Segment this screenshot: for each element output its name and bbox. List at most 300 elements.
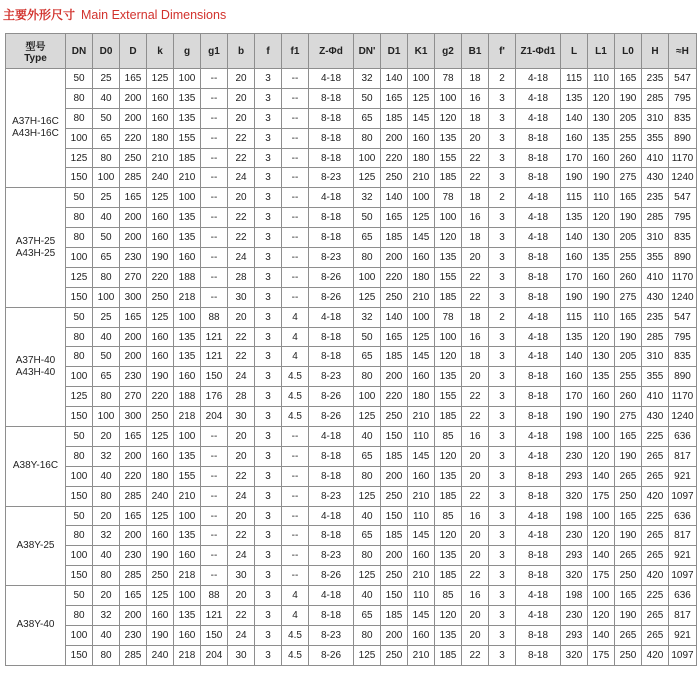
table-cell: 145 bbox=[408, 228, 435, 248]
table-cell: 190 bbox=[588, 168, 615, 188]
column-header: ≈H bbox=[669, 34, 697, 69]
table-cell: 20 bbox=[93, 427, 120, 447]
table-cell: 185 bbox=[435, 486, 462, 506]
table-cell: 218 bbox=[174, 407, 201, 427]
title-cn: 主要外形尺寸 bbox=[3, 8, 76, 22]
table-cell: 190 bbox=[588, 287, 615, 307]
table-cell: 205 bbox=[615, 108, 642, 128]
table-cell: 204 bbox=[201, 645, 228, 665]
table-cell: 3 bbox=[489, 128, 516, 148]
table-cell: -- bbox=[201, 486, 228, 506]
table-cell: 80 bbox=[66, 446, 93, 466]
table-cell: 50 bbox=[66, 188, 93, 208]
table-cell: 200 bbox=[381, 466, 408, 486]
table-cell: 320 bbox=[561, 566, 588, 586]
table-cell: 3 bbox=[255, 486, 282, 506]
table-cell: 30 bbox=[228, 407, 255, 427]
table-cell: 160 bbox=[174, 546, 201, 566]
table-cell: 160 bbox=[561, 367, 588, 387]
table-cell: 4-18 bbox=[309, 586, 354, 606]
table-cell: 185 bbox=[381, 108, 408, 128]
table-cell: 185 bbox=[381, 606, 408, 626]
table-cell: 795 bbox=[669, 88, 697, 108]
table-cell: 3 bbox=[489, 586, 516, 606]
table-cell: 22 bbox=[228, 148, 255, 168]
table-cell: 275 bbox=[615, 168, 642, 188]
table-cell: 3 bbox=[255, 347, 282, 367]
table-cell: 50 bbox=[66, 427, 93, 447]
table-cell: 8-18 bbox=[516, 625, 561, 645]
table-cell: 165 bbox=[615, 506, 642, 526]
table-cell: 185 bbox=[435, 566, 462, 586]
table-cell: 145 bbox=[408, 108, 435, 128]
table-cell: 240 bbox=[147, 168, 174, 188]
table-cell: 3 bbox=[255, 387, 282, 407]
table-cell: 100 bbox=[174, 427, 201, 447]
table-cell: 110 bbox=[588, 307, 615, 327]
table-cell: 125 bbox=[354, 287, 381, 307]
table-cell: 817 bbox=[669, 446, 697, 466]
table-row bbox=[6, 645, 697, 665]
table-cell: 20 bbox=[462, 546, 489, 566]
table-cell: 18 bbox=[462, 108, 489, 128]
table-cell: 180 bbox=[408, 148, 435, 168]
table-cell: 3 bbox=[489, 248, 516, 268]
table-cell: 140 bbox=[381, 69, 408, 89]
table-cell: 3 bbox=[255, 586, 282, 606]
table-cell: 40 bbox=[93, 208, 120, 228]
table-cell: 4-18 bbox=[516, 228, 561, 248]
table-cell: -- bbox=[282, 128, 309, 148]
table-cell: 265 bbox=[642, 606, 669, 626]
table-cell: 135 bbox=[174, 88, 201, 108]
table-cell: 18 bbox=[462, 307, 489, 327]
table-cell: 270 bbox=[120, 387, 147, 407]
table-cell: 100 bbox=[66, 466, 93, 486]
table-cell: 120 bbox=[588, 327, 615, 347]
table-cell: 65 bbox=[354, 108, 381, 128]
table-row bbox=[6, 466, 697, 486]
table-cell: 285 bbox=[120, 566, 147, 586]
table-cell: 4-18 bbox=[516, 208, 561, 228]
table-row bbox=[6, 128, 697, 148]
table-cell: 240 bbox=[147, 645, 174, 665]
table-cell: 250 bbox=[381, 566, 408, 586]
table-cell: 130 bbox=[588, 347, 615, 367]
table-cell: 3 bbox=[255, 69, 282, 89]
table-cell: 8-26 bbox=[309, 287, 354, 307]
table-cell: 547 bbox=[669, 188, 697, 208]
table-cell: 1170 bbox=[669, 267, 697, 287]
table-cell: 3 bbox=[489, 566, 516, 586]
table-cell: 8-18 bbox=[516, 128, 561, 148]
table-cell: 3 bbox=[255, 327, 282, 347]
table-cell: 100 bbox=[408, 188, 435, 208]
table-cell: 88 bbox=[201, 307, 228, 327]
table-cell: -- bbox=[201, 446, 228, 466]
table-cell: 3 bbox=[489, 228, 516, 248]
table-cell: 20 bbox=[93, 506, 120, 526]
table-cell: 4-18 bbox=[516, 347, 561, 367]
table-cell: 3 bbox=[255, 88, 282, 108]
type-cell bbox=[6, 69, 66, 188]
table-cell: 3 bbox=[489, 168, 516, 188]
table-cell: 22 bbox=[228, 347, 255, 367]
table-cell: 155 bbox=[435, 387, 462, 407]
table-cell: 235 bbox=[642, 188, 669, 208]
column-header: K1 bbox=[408, 34, 435, 69]
table-cell: 80 bbox=[93, 387, 120, 407]
table-cell: 155 bbox=[435, 148, 462, 168]
table-cell: 265 bbox=[642, 625, 669, 645]
table-cell: 260 bbox=[615, 148, 642, 168]
table-cell: 8-23 bbox=[309, 546, 354, 566]
table-cell: 8-18 bbox=[309, 88, 354, 108]
table-cell: -- bbox=[282, 427, 309, 447]
type-label: A37H-25 bbox=[15, 235, 56, 247]
table-cell: 22 bbox=[228, 466, 255, 486]
table-cell: 22 bbox=[462, 407, 489, 427]
table-cell: 200 bbox=[120, 208, 147, 228]
table-cell: 285 bbox=[120, 486, 147, 506]
table-cell: 20 bbox=[462, 606, 489, 626]
table-cell: 636 bbox=[669, 586, 697, 606]
table-cell: 4 bbox=[282, 347, 309, 367]
table-cell: 200 bbox=[120, 606, 147, 626]
table-cell: 185 bbox=[381, 446, 408, 466]
table-cell: 100 bbox=[435, 88, 462, 108]
table-cell: 110 bbox=[408, 506, 435, 526]
table-cell: 8-18 bbox=[309, 606, 354, 626]
table-cell: 115 bbox=[561, 307, 588, 327]
table-cell: 100 bbox=[408, 69, 435, 89]
table-cell: 135 bbox=[174, 347, 201, 367]
table-cell: 22 bbox=[228, 228, 255, 248]
table-cell: 547 bbox=[669, 69, 697, 89]
table-cell: 200 bbox=[381, 128, 408, 148]
table-cell: 1097 bbox=[669, 645, 697, 665]
table-cell: -- bbox=[201, 526, 228, 546]
table-cell: 3 bbox=[489, 625, 516, 645]
table-cell: 24 bbox=[228, 168, 255, 188]
type-label: A43H-16C bbox=[12, 128, 59, 140]
table-cell: 80 bbox=[354, 248, 381, 268]
column-header: B1 bbox=[462, 34, 489, 69]
table-cell: 20 bbox=[228, 446, 255, 466]
table-cell: 3 bbox=[255, 128, 282, 148]
table-cell: -- bbox=[201, 208, 228, 228]
table-cell: 160 bbox=[588, 267, 615, 287]
table-cell: 3 bbox=[489, 327, 516, 347]
table-cell: 125 bbox=[147, 188, 174, 208]
table-row bbox=[6, 407, 697, 427]
table-cell: 100 bbox=[588, 506, 615, 526]
table-cell: 125 bbox=[354, 645, 381, 665]
table-row bbox=[6, 287, 697, 307]
table-cell: 3 bbox=[255, 228, 282, 248]
table-cell: 40 bbox=[93, 327, 120, 347]
table-cell: 8-23 bbox=[309, 248, 354, 268]
table-cell: 20 bbox=[228, 188, 255, 208]
table-cell: 165 bbox=[381, 208, 408, 228]
table-cell: 32 bbox=[354, 307, 381, 327]
table-cell: 140 bbox=[588, 466, 615, 486]
table-cell: 190 bbox=[615, 88, 642, 108]
table-cell: -- bbox=[201, 267, 228, 287]
table-cell: 190 bbox=[147, 625, 174, 645]
table-cell: 220 bbox=[381, 387, 408, 407]
column-header: b bbox=[228, 34, 255, 69]
table-cell: 165 bbox=[120, 307, 147, 327]
table-cell: 835 bbox=[669, 228, 697, 248]
table-cell: 165 bbox=[615, 586, 642, 606]
table-cell: 150 bbox=[201, 367, 228, 387]
table-cell: 22 bbox=[462, 287, 489, 307]
table-cell: 20 bbox=[462, 625, 489, 645]
table-cell: 20 bbox=[462, 526, 489, 546]
table-cell: 25 bbox=[93, 307, 120, 327]
table-cell: 50 bbox=[93, 228, 120, 248]
table-cell: 190 bbox=[147, 367, 174, 387]
table-cell: 285 bbox=[642, 208, 669, 228]
table-cell: 16 bbox=[462, 88, 489, 108]
table-cell: 135 bbox=[588, 367, 615, 387]
table-cell: -- bbox=[282, 69, 309, 89]
table-cell: 8-18 bbox=[516, 148, 561, 168]
table-cell: 8-18 bbox=[516, 645, 561, 665]
table-cell: 160 bbox=[408, 466, 435, 486]
table-cell: 420 bbox=[642, 486, 669, 506]
table-cell: 80 bbox=[93, 267, 120, 287]
table-cell: 210 bbox=[408, 486, 435, 506]
table-cell: 170 bbox=[561, 387, 588, 407]
table-cell: 3 bbox=[255, 168, 282, 188]
table-cell: 250 bbox=[147, 287, 174, 307]
table-cell: 80 bbox=[354, 367, 381, 387]
table-cell: 3 bbox=[255, 526, 282, 546]
table-cell: 250 bbox=[381, 486, 408, 506]
table-cell: 100 bbox=[588, 586, 615, 606]
table-cell: 210 bbox=[408, 168, 435, 188]
table-cell: 225 bbox=[642, 586, 669, 606]
table-cell: 190 bbox=[561, 407, 588, 427]
table-cell: 22 bbox=[462, 645, 489, 665]
type-header-en: Type bbox=[24, 53, 47, 64]
type-cell bbox=[6, 586, 66, 666]
table-cell: 22 bbox=[228, 606, 255, 626]
table-cell: 430 bbox=[642, 168, 669, 188]
table-cell: 50 bbox=[354, 88, 381, 108]
table-cell: 3 bbox=[255, 625, 282, 645]
table-cell: 190 bbox=[615, 606, 642, 626]
table-cell: 2 bbox=[489, 69, 516, 89]
table-cell: -- bbox=[201, 69, 228, 89]
table-cell: 8-18 bbox=[516, 486, 561, 506]
table-cell: 220 bbox=[120, 466, 147, 486]
table-cell: 293 bbox=[561, 466, 588, 486]
table-cell: 3 bbox=[489, 387, 516, 407]
table-cell: 293 bbox=[561, 625, 588, 645]
table-cell: 160 bbox=[588, 148, 615, 168]
table-cell: 3 bbox=[489, 427, 516, 447]
table-cell: 220 bbox=[381, 148, 408, 168]
type-cell bbox=[6, 427, 66, 507]
table-row bbox=[6, 566, 697, 586]
table-cell: 8-23 bbox=[309, 486, 354, 506]
table-cell: 100 bbox=[66, 128, 93, 148]
table-cell: 218 bbox=[174, 566, 201, 586]
table-cell: 547 bbox=[669, 307, 697, 327]
table-cell: 310 bbox=[642, 108, 669, 128]
table-cell: 120 bbox=[588, 88, 615, 108]
table-cell: 80 bbox=[354, 466, 381, 486]
type-cell bbox=[6, 307, 66, 426]
table-cell: 125 bbox=[408, 88, 435, 108]
table-cell: 795 bbox=[669, 327, 697, 347]
table-cell: 250 bbox=[381, 168, 408, 188]
table-cell: 265 bbox=[615, 466, 642, 486]
column-header: k bbox=[147, 34, 174, 69]
table-cell: 80 bbox=[93, 645, 120, 665]
table-cell: 155 bbox=[174, 128, 201, 148]
table-cell: 190 bbox=[147, 248, 174, 268]
table-cell: 160 bbox=[561, 128, 588, 148]
page-title bbox=[3, 4, 226, 26]
table-cell: 1097 bbox=[669, 566, 697, 586]
table-cell: 430 bbox=[642, 407, 669, 427]
table-cell: 190 bbox=[561, 168, 588, 188]
table-cell: 3 bbox=[255, 307, 282, 327]
column-header: D1 bbox=[381, 34, 408, 69]
table-cell: 8-18 bbox=[516, 466, 561, 486]
table-cell: 255 bbox=[615, 367, 642, 387]
table-cell: 155 bbox=[435, 267, 462, 287]
type-header bbox=[6, 34, 66, 69]
table-cell: 32 bbox=[354, 69, 381, 89]
table-cell: 265 bbox=[615, 625, 642, 645]
table-cell: 175 bbox=[588, 486, 615, 506]
table-cell: 16 bbox=[462, 506, 489, 526]
table-cell: 100 bbox=[93, 168, 120, 188]
table-cell: 160 bbox=[408, 248, 435, 268]
table-cell: 100 bbox=[93, 287, 120, 307]
table-cell: 160 bbox=[147, 606, 174, 626]
table-cell: 140 bbox=[561, 228, 588, 248]
table-cell: 100 bbox=[66, 367, 93, 387]
table-cell: 80 bbox=[66, 526, 93, 546]
table-cell: -- bbox=[282, 228, 309, 248]
table-cell: 130 bbox=[588, 228, 615, 248]
table-cell: 180 bbox=[147, 466, 174, 486]
column-header: L1 bbox=[588, 34, 615, 69]
table-cell: -- bbox=[282, 506, 309, 526]
table-cell: 125 bbox=[147, 427, 174, 447]
table-cell: 28 bbox=[228, 267, 255, 287]
table-cell: 8-23 bbox=[309, 168, 354, 188]
table-cell: 185 bbox=[174, 148, 201, 168]
table-cell: 110 bbox=[588, 188, 615, 208]
column-header: f' bbox=[489, 34, 516, 69]
table-cell: 4-18 bbox=[516, 69, 561, 89]
table-cell: 200 bbox=[120, 347, 147, 367]
table-cell: 80 bbox=[93, 566, 120, 586]
table-cell: 135 bbox=[588, 248, 615, 268]
table-cell: 3 bbox=[489, 148, 516, 168]
table-cell: 40 bbox=[93, 88, 120, 108]
table-cell: 200 bbox=[381, 248, 408, 268]
table-cell: 120 bbox=[435, 108, 462, 128]
table-cell: 125 bbox=[147, 506, 174, 526]
table-cell: 4-18 bbox=[516, 586, 561, 606]
table-cell: 100 bbox=[174, 188, 201, 208]
table-cell: -- bbox=[201, 88, 228, 108]
table-cell: 50 bbox=[354, 327, 381, 347]
table-cell: 100 bbox=[66, 546, 93, 566]
table-cell: 220 bbox=[147, 267, 174, 287]
table-cell: 3 bbox=[489, 108, 516, 128]
table-cell: 355 bbox=[642, 128, 669, 148]
table-cell: 204 bbox=[201, 407, 228, 427]
table-cell: 8-18 bbox=[309, 327, 354, 347]
table-cell: 120 bbox=[435, 526, 462, 546]
table-cell: -- bbox=[201, 427, 228, 447]
table-cell: 200 bbox=[381, 625, 408, 645]
table-cell: 135 bbox=[435, 367, 462, 387]
table-cell: 3 bbox=[255, 606, 282, 626]
table-cell: 110 bbox=[408, 586, 435, 606]
table-cell: 921 bbox=[669, 625, 697, 645]
table-cell: 3 bbox=[489, 88, 516, 108]
table-cell: 8-23 bbox=[309, 367, 354, 387]
table-cell: 835 bbox=[669, 347, 697, 367]
table-cell: 130 bbox=[588, 108, 615, 128]
table-cell: 3 bbox=[255, 506, 282, 526]
column-header: f1 bbox=[282, 34, 309, 69]
table-cell: 24 bbox=[228, 248, 255, 268]
table-cell: 121 bbox=[201, 606, 228, 626]
table-cell: 125 bbox=[408, 327, 435, 347]
table-cell: 125 bbox=[147, 69, 174, 89]
table-cell: 210 bbox=[408, 645, 435, 665]
type-header-cn: 型号 bbox=[25, 42, 46, 53]
column-header: D bbox=[120, 34, 147, 69]
table-cell: 30 bbox=[228, 566, 255, 586]
table-cell: 8-18 bbox=[309, 128, 354, 148]
table-cell: 4-18 bbox=[516, 307, 561, 327]
column-header: DN' bbox=[354, 34, 381, 69]
table-cell: 3 bbox=[255, 108, 282, 128]
table-cell: 4-18 bbox=[516, 526, 561, 546]
table-cell: 260 bbox=[615, 387, 642, 407]
table-cell: 25 bbox=[93, 188, 120, 208]
table-cell: 3 bbox=[489, 466, 516, 486]
table-cell: 3 bbox=[255, 367, 282, 387]
table-cell: 4-18 bbox=[309, 506, 354, 526]
table-cell: 40 bbox=[93, 625, 120, 645]
table-cell: 165 bbox=[615, 427, 642, 447]
table-cell: 250 bbox=[147, 407, 174, 427]
table-cell: 24 bbox=[228, 546, 255, 566]
table-cell: 24 bbox=[228, 625, 255, 645]
table-cell: 16 bbox=[462, 327, 489, 347]
table-cell: 100 bbox=[93, 407, 120, 427]
table-cell: 420 bbox=[642, 645, 669, 665]
table-cell: 160 bbox=[588, 387, 615, 407]
table-cell: 285 bbox=[120, 645, 147, 665]
table-cell: 3 bbox=[489, 446, 516, 466]
table-cell: 230 bbox=[120, 367, 147, 387]
table-cell: 795 bbox=[669, 208, 697, 228]
